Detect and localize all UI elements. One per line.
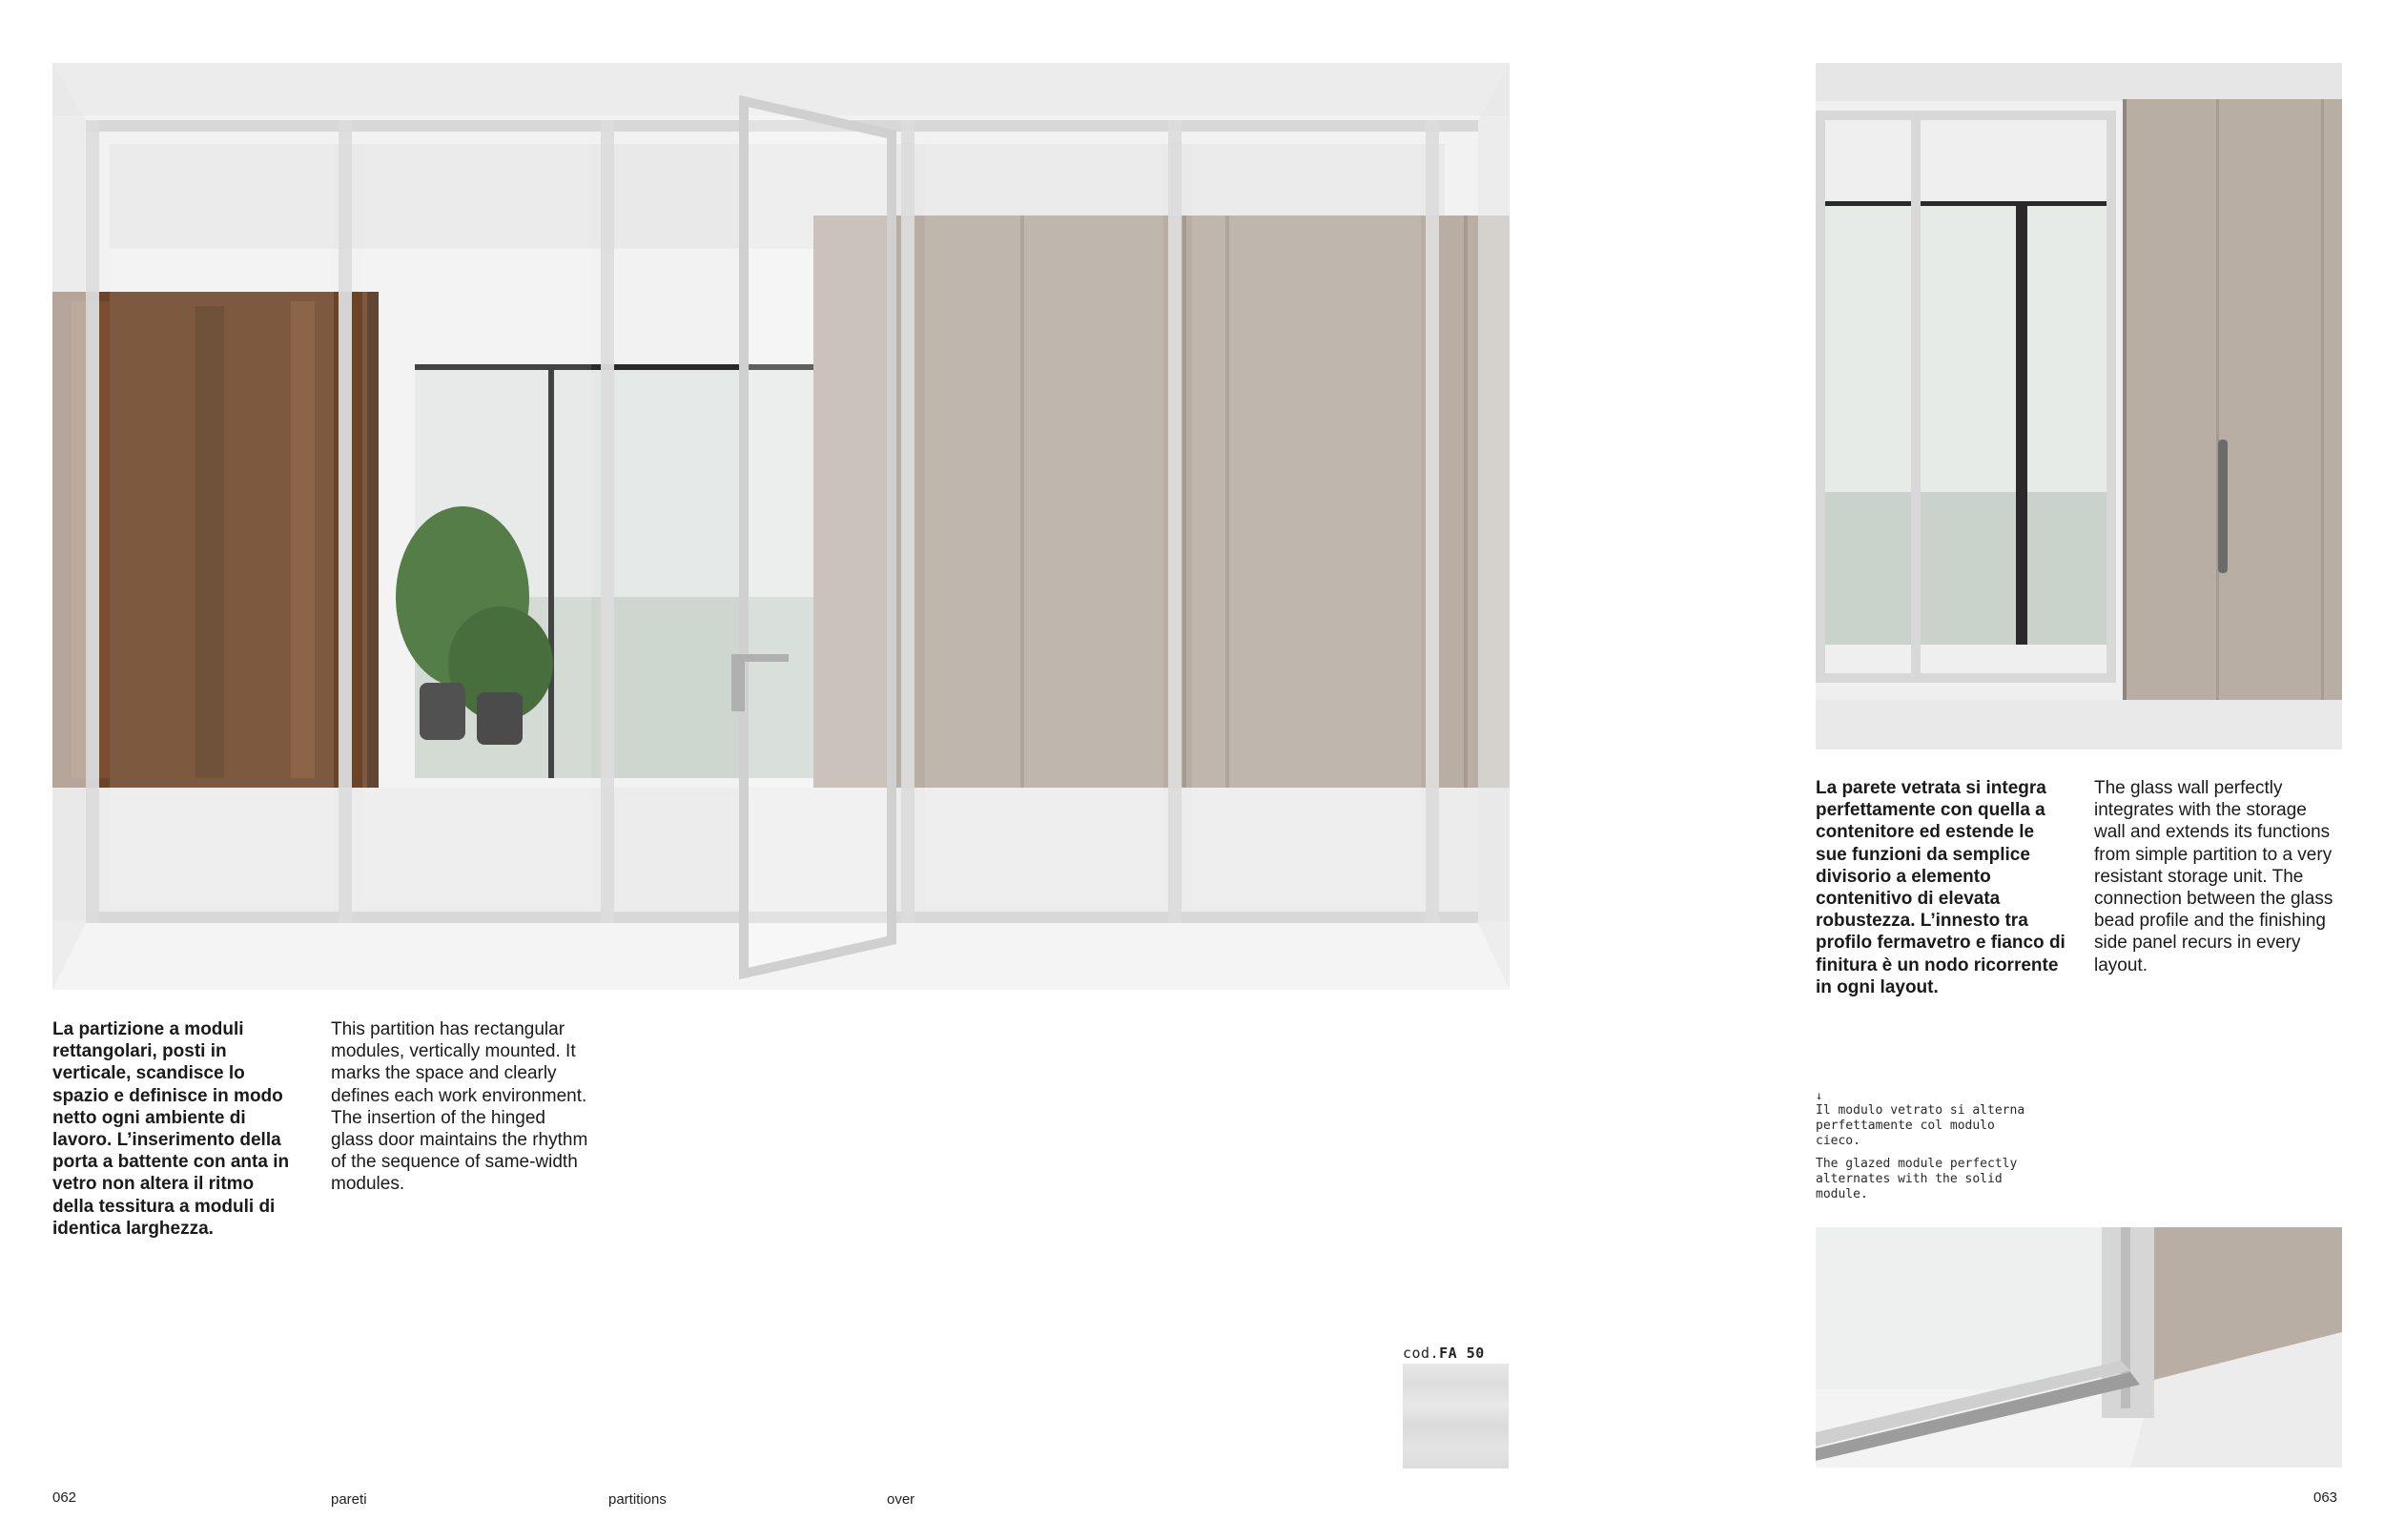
page-number-right: 063 bbox=[2313, 1489, 2338, 1506]
finish-code-prefix: cod. bbox=[1403, 1345, 1440, 1362]
footer-section-english: partitions bbox=[608, 1491, 667, 1508]
caption-italian: Il modulo vetrato si alterna perfettamente col modulo cieco. bbox=[1816, 1103, 2025, 1148]
detail-photo bbox=[1816, 1227, 2342, 1468]
top-right-photo bbox=[1816, 63, 2342, 749]
page-number-left: 062 bbox=[52, 1489, 77, 1506]
finish-swatch bbox=[1403, 1364, 1509, 1468]
finish-code bbox=[1403, 1345, 1485, 1362]
main-photo bbox=[52, 63, 1510, 990]
detail-caption bbox=[1816, 1090, 2045, 1210]
footer-section-italian: pareti bbox=[331, 1491, 367, 1508]
down-arrow-icon: ↓ bbox=[1816, 1089, 1823, 1102]
storage-text-italian: La parete vetrata si integra perfettamente con quella a contenitore ed estende le sue funzioni da semplice divisorio a elemento contenitivo di elevata robustezza. L’innesto tra profilo fermavetro e fianco di finitura è un nodo ricorrente in ogni layout. bbox=[1816, 778, 2065, 997]
storage-text-english: The glass wall perfectly integrates with the storage wall and extends its functions from simple partition to a very resistant storage unit. The connection between the glass bead profile and the finishing side panel recurs in every layout. bbox=[2094, 778, 2333, 975]
intro-text-english: This partition has rectangular modules, vertically mounted. It marks the space and clearly defines each work environment. The insertion of the hinged glass door maintains the rhythm of the sequence of same-width modules. bbox=[331, 1019, 588, 1195]
caption-english: The glazed module perfectly alternates with the solid module. bbox=[1816, 1157, 2018, 1201]
footer-collection: over bbox=[887, 1491, 915, 1508]
intro-text-italian: La partizione a moduli rettangolari, posti in verticale, scandisce lo spazio e definisce in modo netto ogni ambiente di lavoro. L’inserimento della porta a battente con anta in vetro non altera il ritmo della tessitura a moduli di identica larghezza. bbox=[52, 1019, 290, 1239]
finish-code-value: FA 50 bbox=[1439, 1345, 1485, 1362]
